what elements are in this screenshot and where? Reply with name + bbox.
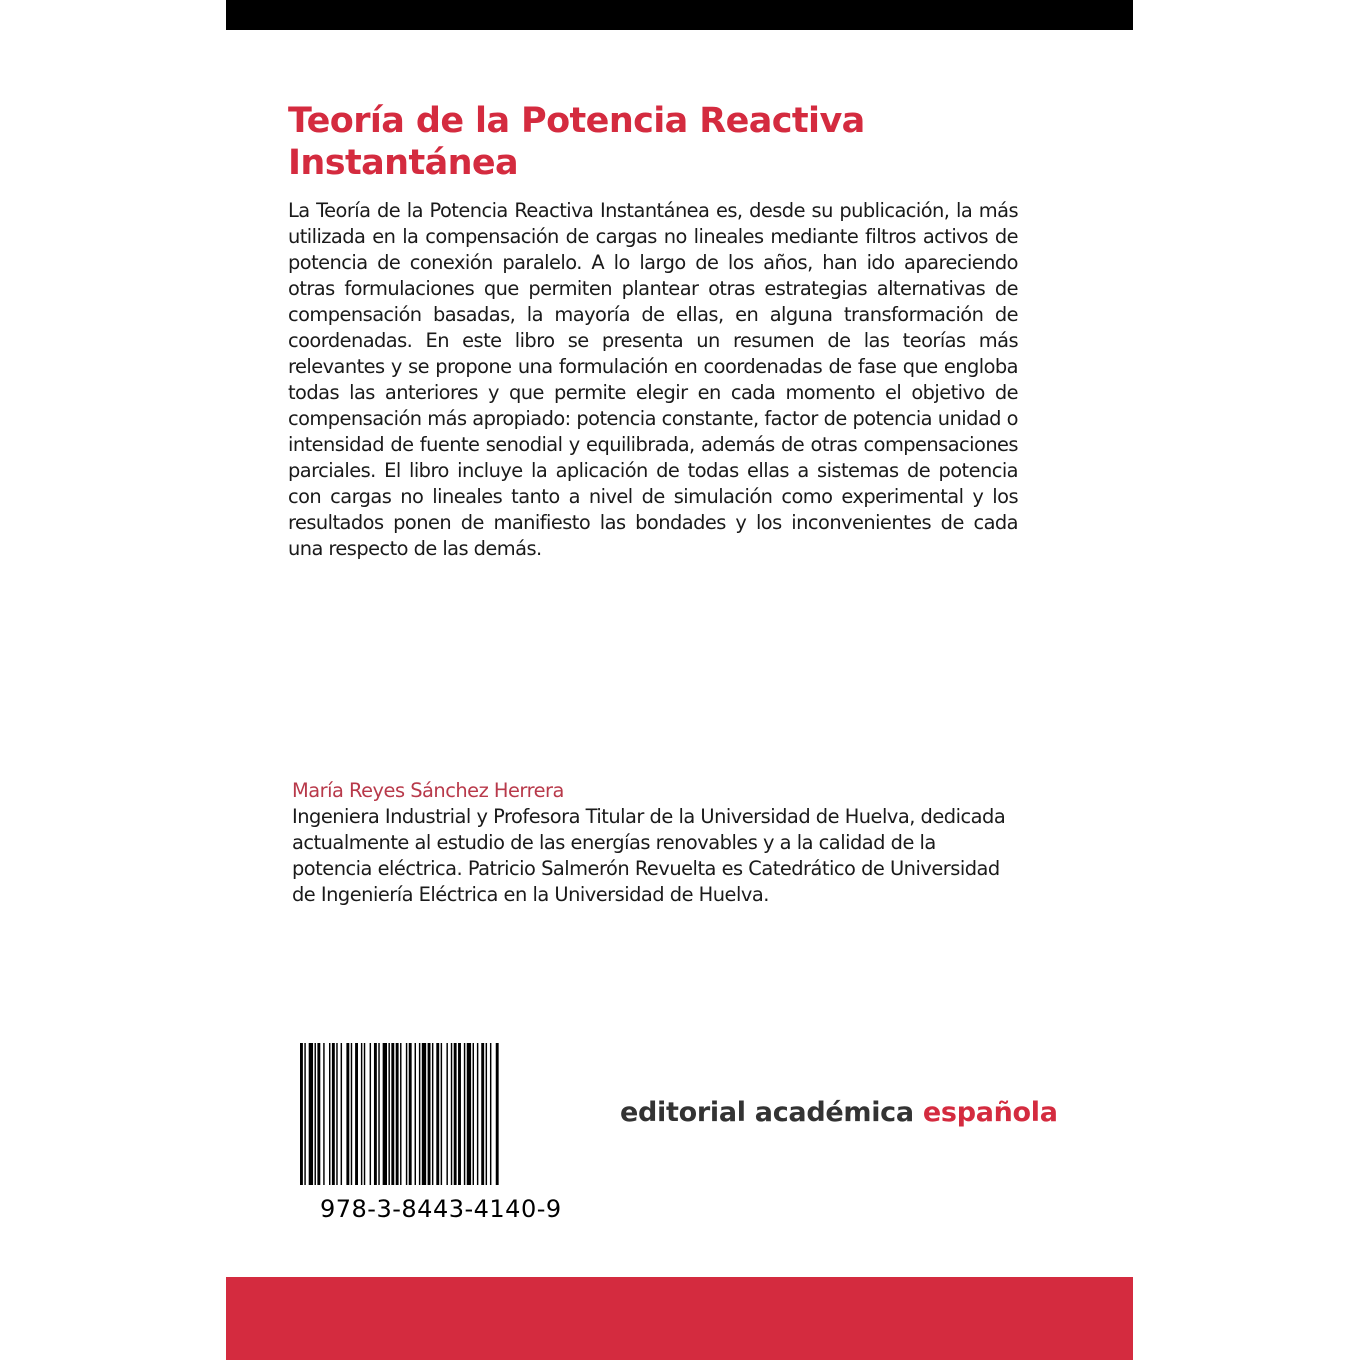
barcode-bar — [419, 1043, 420, 1185]
barcode-bar — [317, 1043, 320, 1185]
barcode-bar — [441, 1043, 442, 1185]
barcode-bar — [481, 1043, 484, 1185]
barcode-bar — [432, 1043, 433, 1185]
barcode-bar — [374, 1043, 377, 1185]
barcode-bar — [323, 1043, 324, 1185]
barcode-bar — [361, 1043, 362, 1185]
barcode-bar — [378, 1043, 379, 1185]
publisher-name-part1: editorial académica — [620, 1097, 914, 1128]
author-name: María Reyes Sánchez Herrera — [292, 779, 564, 802]
barcode-bar — [458, 1043, 461, 1185]
barcode — [298, 1043, 570, 1185]
barcode-bar — [486, 1043, 487, 1185]
book-description: La Teoría de la Potencia Reactiva Instantánea es, desde su publicación, la más utilizada en la compensación de cargas no lineales mediante filtros activos de potencia de conexión paralelo. A lo largo de los años, han ido apareciendo otras formulaciones que permiten plantear otras estrategias alternativas de compensación basadas, la mayoría de ellas, en alguna transformación de coordenadas. En este libro se presenta un resumen de las teorías más relevantes y se propone una formulación en coordenadas de fase que engloba todas las anteriores y que permite elegir en cada momento el objetivo de compensación más apropiado: potencia constante, factor de potencia unidad o intensidad de fuente senodial y equilibrada, además de otras compensaciones parciales. El libro incluye la aplicación de todas ellas a sistemas de potencia con cargas no lineales tanto a nivel de simulación como experimental y los resultados ponen de manifiesto las bondades y los inconvenientes de cada una respecto de las demás. — [288, 199, 1018, 560]
barcode-bar — [355, 1043, 358, 1185]
barcode-bar — [428, 1043, 431, 1185]
barcode-bar — [446, 1043, 447, 1185]
barcode-bar — [309, 1043, 313, 1185]
barcode-bar — [370, 1043, 371, 1185]
barcode-bar — [383, 1043, 387, 1185]
top-black-band — [226, 0, 1133, 30]
barcode-bar — [464, 1043, 465, 1185]
barcode-bar — [300, 1043, 303, 1185]
barcode-bar — [436, 1043, 439, 1185]
barcode-bar — [329, 1043, 330, 1185]
publisher-logo — [620, 1096, 1058, 1130]
barcode-bar — [477, 1043, 478, 1185]
barcode-bar — [336, 1043, 337, 1185]
barcode-bar — [315, 1043, 316, 1185]
barcode-bar — [391, 1043, 394, 1185]
barcode-bar — [304, 1043, 305, 1185]
barcode-bar — [332, 1043, 335, 1185]
barcode-bar — [422, 1043, 426, 1185]
barcode-bar — [346, 1043, 349, 1185]
publisher-name-part2: española — [922, 1097, 1058, 1128]
barcode-bar — [341, 1043, 342, 1185]
barcode-bar — [496, 1043, 499, 1185]
barcode-bar — [396, 1043, 399, 1185]
barcode-bar — [406, 1043, 407, 1185]
barcode-bar — [400, 1043, 401, 1185]
barcode-bar — [467, 1043, 471, 1185]
barcode-bar — [473, 1043, 474, 1185]
barcode-bar — [364, 1043, 365, 1185]
barcode-bar — [490, 1043, 491, 1185]
barcode-bar — [388, 1043, 389, 1185]
bottom-red-band — [226, 1277, 1133, 1360]
barcode-bar — [351, 1043, 352, 1185]
barcode-bar — [451, 1043, 452, 1185]
book-title: Teoría de la Potencia Reactiva Instantánea — [288, 101, 865, 183]
barcode-bar — [409, 1043, 412, 1185]
barcode-bar — [415, 1043, 416, 1185]
barcode-bar — [454, 1043, 457, 1185]
isbn-number: 978-3-8443-4140-9 — [320, 1195, 562, 1223]
author-bio: Ingeniera Industrial y Profesora Titular de la Universidad de Huelva, dedicada actualmente al estudio de las energías renovables y a la calidad de la potencia eléctrica. Patricio Salmerón Revuelta es Catedrático de Universidad de Ingeniería Eléctrica en la Universidad de Huelva. — [292, 805, 1006, 906]
